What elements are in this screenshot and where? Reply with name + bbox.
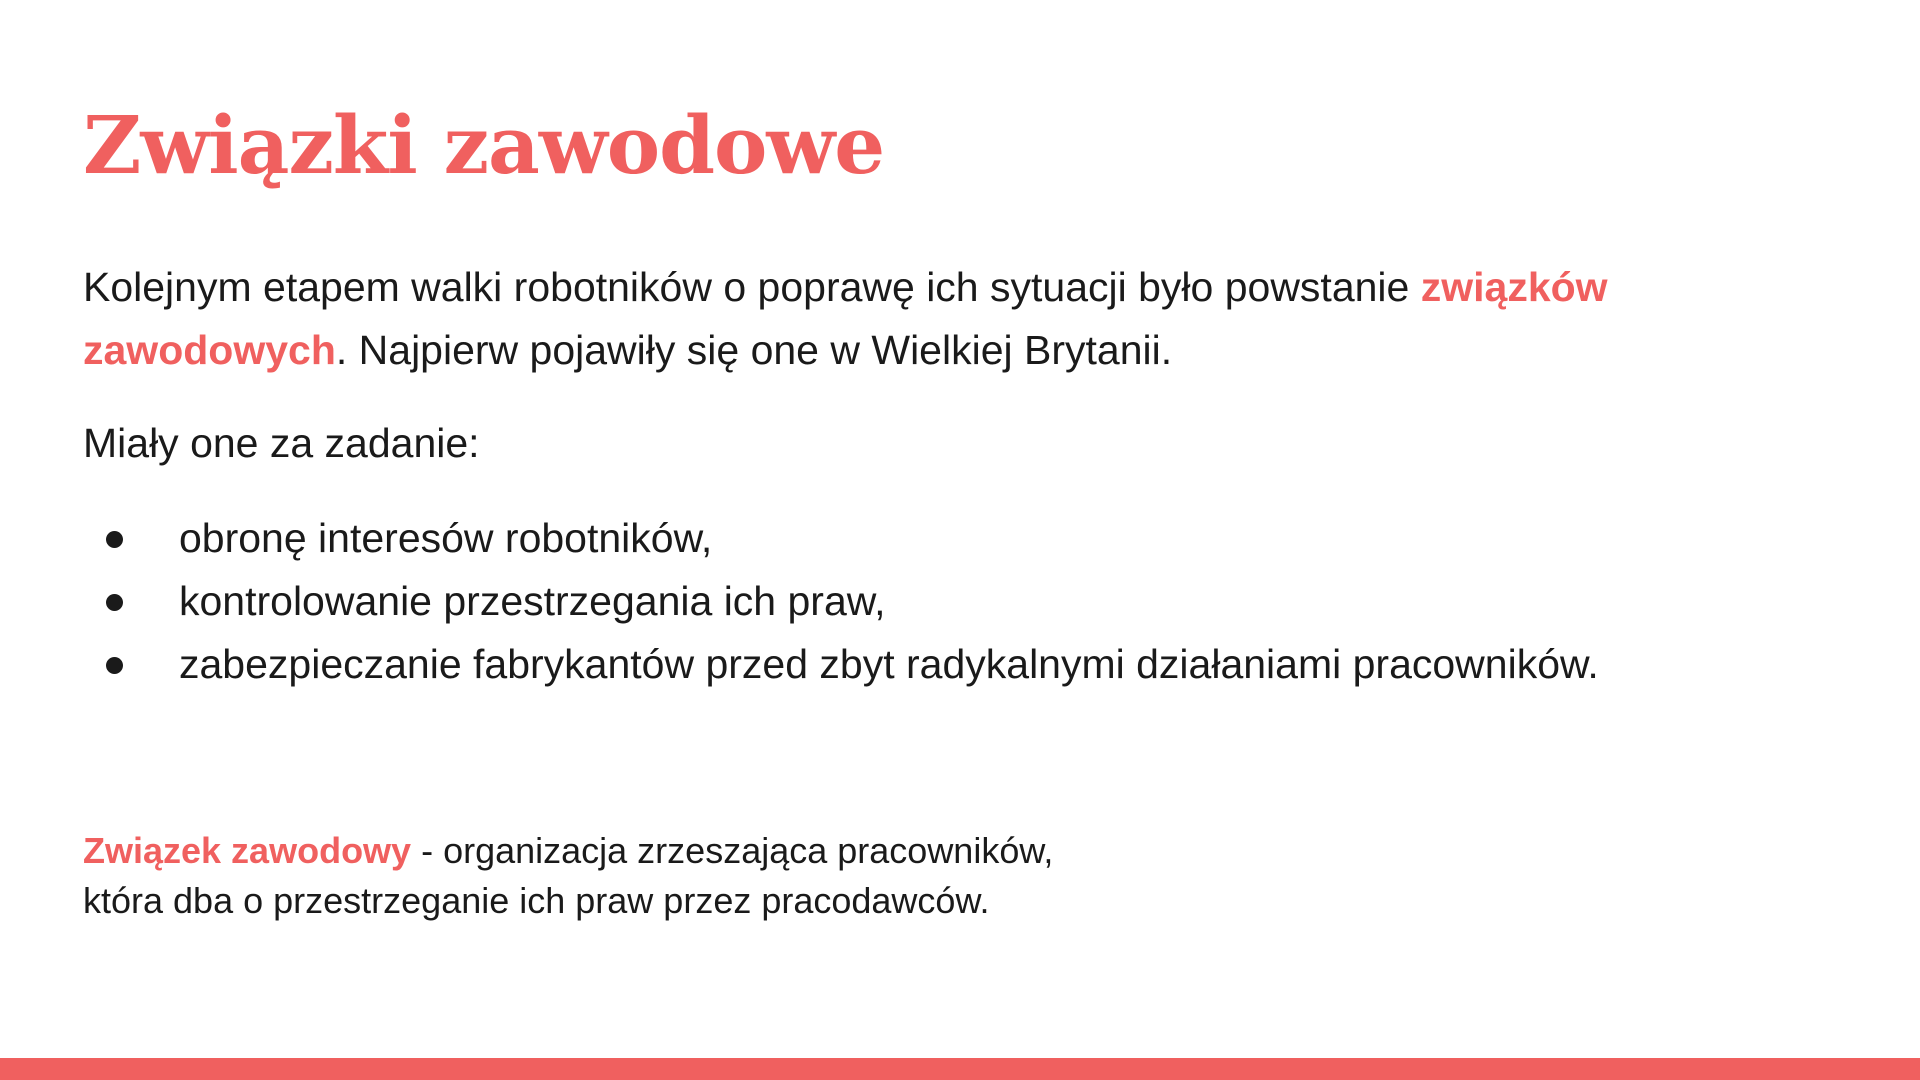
definition-line-1: [83, 826, 1053, 876]
intro-text-before: Kolejnym etapem walki robotników o poprawę ich sytuacji było powstanie: [83, 264, 1421, 310]
definition-line-1-rest: - organizacja zrzeszająca pracowników,: [411, 830, 1054, 871]
intro-text-after: . Najpierw pojawiły się one w Wielkiej Brytanii.: [335, 327, 1173, 373]
tasks-label: Miały one za zadanie:: [83, 420, 480, 466]
bullet-icon: [106, 531, 123, 548]
list-item: [83, 570, 1599, 633]
list-item: [83, 507, 1599, 570]
list-item: [83, 633, 1599, 696]
list-item-text: zabezpieczanie fabrykantów przed zbyt radykalnymi działaniami pracowników.: [179, 641, 1599, 687]
tasks-list: [83, 507, 1599, 696]
bottom-accent-bar: [0, 1058, 1920, 1080]
definition-line-2: która dba o przestrzeganie ich praw przez pracodawców.: [83, 880, 990, 921]
list-item-text: kontrolowanie przestrzegania ich praw,: [179, 578, 886, 624]
intro-paragraph: [83, 256, 1843, 382]
list-item-text: obronę interesów robotników,: [179, 515, 713, 561]
definition-block: [83, 826, 1053, 926]
bullet-icon: [106, 594, 123, 611]
intro-highlight: związków zawodowych: [83, 264, 1608, 373]
definition-term: Związek zawodowy: [83, 830, 412, 871]
bullet-icon: [106, 657, 123, 674]
slide-title: Związki zawodowe: [83, 98, 885, 192]
